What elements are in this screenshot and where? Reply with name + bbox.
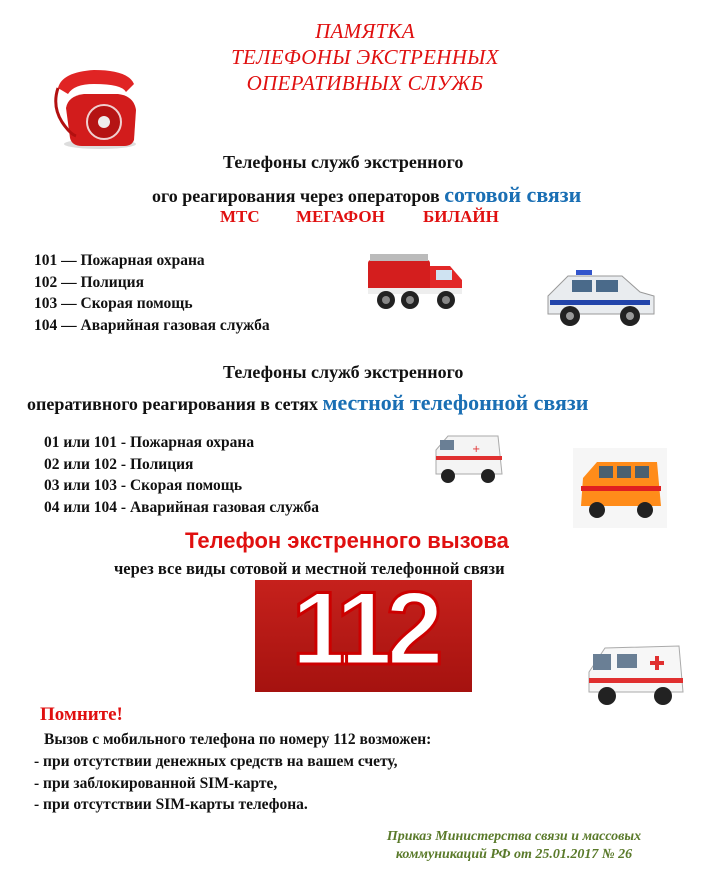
list-item: 102 — Полиция — [34, 273, 144, 291]
landline-heading-2 — [27, 390, 588, 416]
list-item: 02 или 102 - Полиция — [44, 455, 194, 473]
gas-service-van-icon — [573, 448, 667, 528]
cellular-heading-2-text: ого реагирования через операторов — [152, 186, 440, 206]
cellular-heading-1: Телефоны служб экстренного — [223, 152, 464, 172]
list-item: 104 — Аварийная газовая служба — [34, 316, 270, 334]
emergency-number: 112 — [291, 571, 436, 687]
list-item: 101 — Пожарная охрана — [34, 252, 205, 269]
emergency-heading: Телефон экстренного вызова — [185, 528, 509, 553]
page-title — [150, 18, 580, 96]
list-item: 103 — Скорая помощь — [34, 295, 193, 312]
landline-heading-2-text: оперативного реагирования в сетях — [27, 394, 319, 414]
remember-intro: Вызов с мобильного телефона по номеру 112 возможен: — [44, 731, 432, 748]
remember-heading: Помните! — [40, 704, 123, 725]
footer-line-2: коммуникаций РФ от 25.01.2017 № 26 — [395, 847, 633, 862]
fire-truck-icon — [366, 248, 466, 312]
cellular-number-list — [34, 250, 270, 336]
landline-number-list — [44, 432, 319, 518]
list-item: - при отсутствии SIM-карты телефона. — [34, 796, 308, 813]
telephone-icon — [48, 66, 142, 150]
operator-megafon: МЕГАФОН — [296, 207, 385, 226]
ambulance-icon — [432, 430, 506, 490]
title-line-1: ПАМЯТКА — [315, 19, 415, 43]
footer-line-1: Приказ Министерства связи и массовых — [386, 829, 642, 844]
footer-reference — [344, 828, 684, 864]
cellular-highlight: сотовой связи — [444, 182, 582, 207]
list-item: 04 или 104 - Аварийная газовая служба — [44, 498, 320, 516]
list-item: 01 или 101 - Пожарная охрана — [44, 434, 255, 451]
list-item: 03 или 103 - Скорая помощь — [44, 477, 243, 494]
landline-heading-1: Телефоны служб экстренного — [223, 362, 464, 382]
svg-text:+: + — [472, 444, 481, 455]
list-item: - при заблокированной SIM-карте, — [34, 774, 278, 792]
title-line-3: ОПЕРАТИВНЫХ СЛУЖБ — [246, 71, 484, 95]
police-car-icon — [544, 266, 660, 332]
ambulance-van-icon — [583, 636, 689, 712]
landline-highlight: местной телефонной связи — [322, 390, 589, 415]
remember-list — [34, 751, 398, 816]
cellular-heading-2 — [152, 182, 581, 208]
title-line-2: ТЕЛЕФОНЫ ЭКСТРЕННЫХ — [231, 45, 499, 69]
operator-mts: МТС — [220, 207, 260, 226]
emergency-subheading: через все виды сотовой и местной телефонной связи — [114, 559, 505, 578]
operator-beeline: БИЛАЙН — [423, 207, 499, 226]
emergency-number-banner — [255, 571, 472, 692]
list-item: - при отсутствии денежных средств на вашем счету, — [34, 753, 398, 770]
